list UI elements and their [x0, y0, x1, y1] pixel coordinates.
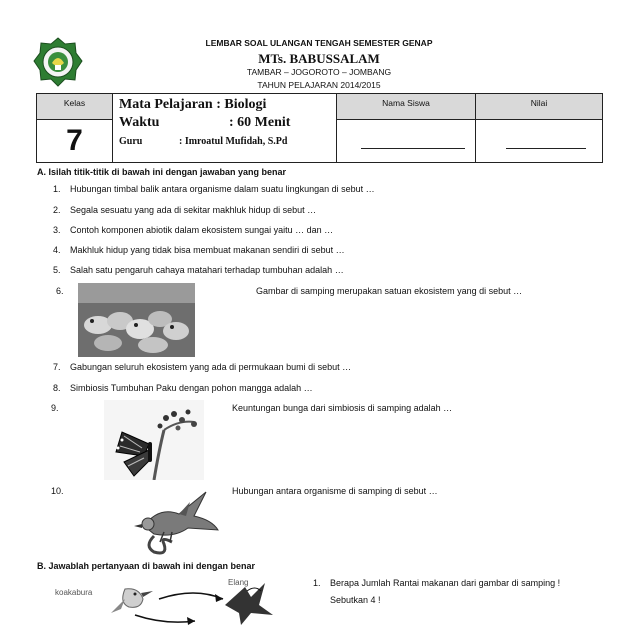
question-6-number: 6.	[56, 286, 64, 296]
question-text: Gabungan seluruh ekosistem yang ada di permukaan bumi di sebut …	[70, 362, 352, 372]
question-number: 7.	[53, 362, 61, 372]
question-text: Hubungan timbal balik antara organisme dalam suatu lingkungan di sebut …	[70, 184, 375, 194]
question-7	[53, 362, 351, 372]
teacher-value: : Imroatul Mufidah, S.Pd	[179, 136, 288, 147]
kelas-header: Kelas	[37, 94, 113, 120]
score-field[interactable]	[476, 120, 602, 163]
question-5	[53, 265, 344, 275]
score-header: Nilai	[476, 94, 602, 120]
bird-snake-image	[124, 486, 220, 556]
animal-group-image	[78, 283, 195, 357]
time-label: Waktu	[119, 115, 160, 130]
question-3	[53, 225, 333, 235]
academic-year: TAHUN PELAJARAN 2014/2015	[257, 80, 381, 90]
question-text: Simbiosis Tumbuhan Paku dengan pohon mangga adalah …	[70, 383, 313, 393]
label-koakabura: koakabura	[55, 588, 93, 597]
question-10-text: Hubungan antara organisme di samping di sebut …	[232, 486, 438, 496]
question-text: Makhluk hidup yang tidak bisa membuat makanan sendiri di sebut …	[70, 245, 345, 255]
food-web-image	[55, 575, 277, 630]
question-9-text: Keuntungan bunga dari simbiosis di samping adalah …	[232, 403, 453, 413]
school-name: MTs. BABUSSALAM	[258, 51, 380, 66]
time-value: : 60 Menit	[229, 115, 291, 130]
question-text: Salah satu pengaruh cahaya matahari terhadap tumbuhan adalah …	[70, 265, 344, 275]
section-b-title: B. Jawablah pertanyaan di bawah ini dengan benar	[37, 561, 256, 571]
question-8	[53, 383, 313, 393]
teacher-label: Guru	[119, 136, 143, 147]
exam-title: LEMBAR SOAL ULANGAN TENGAH SEMESTER GENAP	[205, 38, 433, 48]
question-number: 5.	[53, 265, 61, 275]
section-b-question-1	[313, 578, 560, 588]
subject-label: Mata Pelajaran : Biologi	[119, 97, 267, 112]
question-6-text: Gambar di samping merupakan satuan ekosistem yang di sebut …	[256, 286, 523, 296]
question-number: 8.	[53, 383, 61, 393]
question-text: Segala sesuatu yang ada di sekitar makhluk hidup di sebut …	[70, 205, 317, 215]
question-10-number: 10.	[51, 486, 64, 496]
question-9-number: 9.	[51, 403, 59, 413]
section-b-question-1-line2: Sebutkan 4 !	[330, 595, 381, 605]
question-number: 1.	[53, 184, 61, 194]
subject-info	[113, 94, 337, 163]
question-2	[53, 205, 316, 215]
question-number: 2.	[53, 205, 61, 215]
student-name-field[interactable]	[337, 120, 476, 163]
student-name-header: Nama Siswa	[337, 94, 476, 120]
question-text: Contoh komponen abiotik dalam ekosistem sungai yaitu … dan …	[70, 225, 334, 235]
butterfly-flower-image	[104, 400, 204, 480]
question-4	[53, 245, 345, 255]
student-name-line	[361, 148, 465, 149]
score-line	[506, 148, 586, 149]
question-number: 4.	[53, 245, 61, 255]
school-address: TAMBAR – JOGOROTO – JOMBANG	[246, 67, 392, 77]
question-text: Berapa Jumlah Rantai makanan dari gambar di samping !	[330, 578, 561, 588]
kelas-value: 7	[37, 120, 113, 163]
label-elang: Elang	[228, 578, 249, 587]
question-number: 1.	[313, 578, 321, 588]
question-number: 3.	[53, 225, 61, 235]
exam-info-table	[36, 93, 603, 163]
question-1	[53, 184, 375, 194]
section-a-title: A. Isilah titik-titik di bawah ini dengan jawaban yang benar	[37, 167, 287, 177]
